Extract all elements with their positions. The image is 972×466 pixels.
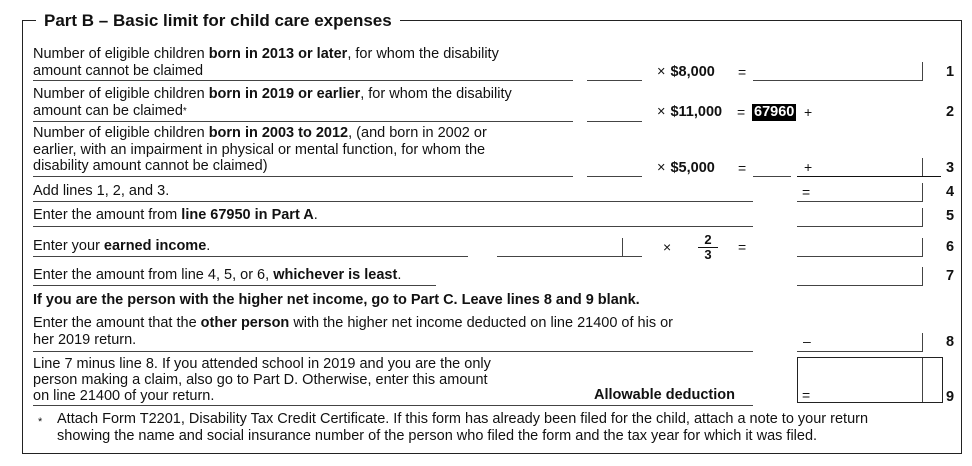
line9-equals: = [802, 387, 811, 403]
line8-minus: – [803, 333, 811, 349]
line9-label-cont-2: on line 21400 of your return. [33, 388, 215, 404]
line9-number: 9 [946, 389, 955, 405]
line7-rule [33, 285, 436, 286]
line1-equals: = [738, 64, 747, 80]
line1-rule-2 [753, 80, 923, 81]
line3-total-rule [797, 176, 941, 177]
line3-label-cont: earlier, with an impairment in physical or mental function, for whom the [33, 142, 486, 158]
line8-label: Enter the amount that the other person with the higher net income deducted on line 21400 of his or [33, 315, 673, 331]
line7-divider [922, 267, 923, 285]
line2-number: 2 [946, 104, 955, 120]
line5-number: 5 [946, 208, 955, 224]
line7-field[interactable] [797, 285, 923, 286]
line3-children-field[interactable] [587, 176, 642, 177]
fraction-denominator: 3 [704, 247, 712, 262]
line8-field[interactable] [797, 351, 923, 352]
line6-number: 6 [946, 239, 955, 255]
line2-label-cont: amount can be claimed * [33, 103, 187, 119]
line8-number: 8 [946, 334, 955, 350]
line3-plus: + [804, 159, 813, 175]
line1-label-cont: amount cannot be claimed [33, 63, 204, 79]
line5-rule [33, 226, 753, 227]
line8-divider [922, 333, 923, 351]
line6-field[interactable] [797, 256, 923, 257]
line6-divider [922, 238, 923, 256]
line6-label: Enter your earned income. [33, 238, 211, 254]
line6-field-divider [622, 238, 623, 256]
line4-field[interactable] [797, 201, 923, 202]
line3-number: 3 [946, 160, 955, 176]
line6-times: × [663, 239, 672, 255]
line1-number: 1 [946, 64, 955, 80]
line9-label: Line 7 minus line 8. If you attended school in 2019 and you are the only [33, 356, 491, 372]
line3-rule [33, 176, 573, 177]
line3-divider [922, 158, 923, 176]
footnote-star: * [38, 416, 43, 428]
line1-children-field[interactable] [587, 80, 642, 81]
footnote-line2: showing the name and social insurance number of the person who filed the form and the tax year for which it was filed. [57, 428, 818, 444]
line5-divider [922, 208, 923, 226]
line4-label: Add lines 1, 2, and 3. [33, 183, 170, 199]
section-title: Part B – Basic limit for child care expenses [36, 10, 400, 32]
asterisk-icon: * [182, 106, 187, 117]
line2-multiplier: × $11,000 [657, 104, 723, 120]
instruction-text: If you are the person with the higher net income, go to Part C. Leave lines 8 and 9 blank. [33, 292, 640, 308]
line6-rule [33, 256, 468, 257]
line7-label: Enter the amount from line 4, 5, or 6, whichever is least. [33, 267, 402, 283]
line9-divider [922, 358, 923, 402]
line6-equals: = [738, 239, 747, 255]
line6-earned-income-field[interactable] [497, 256, 642, 257]
line3-equals: = [738, 160, 747, 176]
line3-multiplier: × $5,000 [657, 160, 715, 176]
fraction-numerator: 2 [704, 232, 712, 247]
line8-rule [33, 351, 753, 352]
line3-label: Number of eligible children born in 2003 to 2012, (and born in 2002 or [33, 125, 487, 141]
line2-label: Number of eligible children born in 2019 or earlier, for whom the disability [33, 86, 512, 102]
line4-divider [922, 183, 923, 201]
line9-label-cont: person making a claim, also go to Part D. Otherwise, enter this amount [33, 372, 488, 388]
line9-rule [33, 405, 753, 406]
allowable-deduction-label: Allowable deduction [594, 387, 735, 403]
line1-label: Number of eligible children born in 2013 or later, for whom the disability [33, 46, 499, 62]
line1-multiplier: × $8,000 [657, 64, 715, 80]
line1-rule [33, 80, 573, 81]
line4-number: 4 [946, 184, 955, 200]
line2-rule [33, 121, 573, 122]
line4-equals: = [802, 184, 811, 200]
line5-field[interactable] [797, 226, 923, 227]
line7-number: 7 [946, 268, 955, 284]
line2-code-field[interactable]: 67960 [754, 104, 795, 120]
line2-plus: + [804, 104, 813, 120]
line6-fraction [698, 234, 718, 261]
line3-rule-2 [753, 176, 791, 177]
line2-children-field[interactable] [587, 121, 642, 122]
line5-label: Enter the amount from line 67950 in Part A. [33, 207, 318, 223]
line2-equals: = [737, 104, 746, 120]
line1-divider [922, 62, 923, 80]
footnote-line1: Attach Form T2201, Disability Tax Credit Certificate. If this form has already been filed for the child, attach a note to your return [57, 411, 869, 427]
line3-label-cont-2: disability amount cannot be claimed) [33, 158, 268, 174]
line8-label-cont: her 2019 return. [33, 332, 137, 348]
line4-rule [33, 201, 753, 202]
